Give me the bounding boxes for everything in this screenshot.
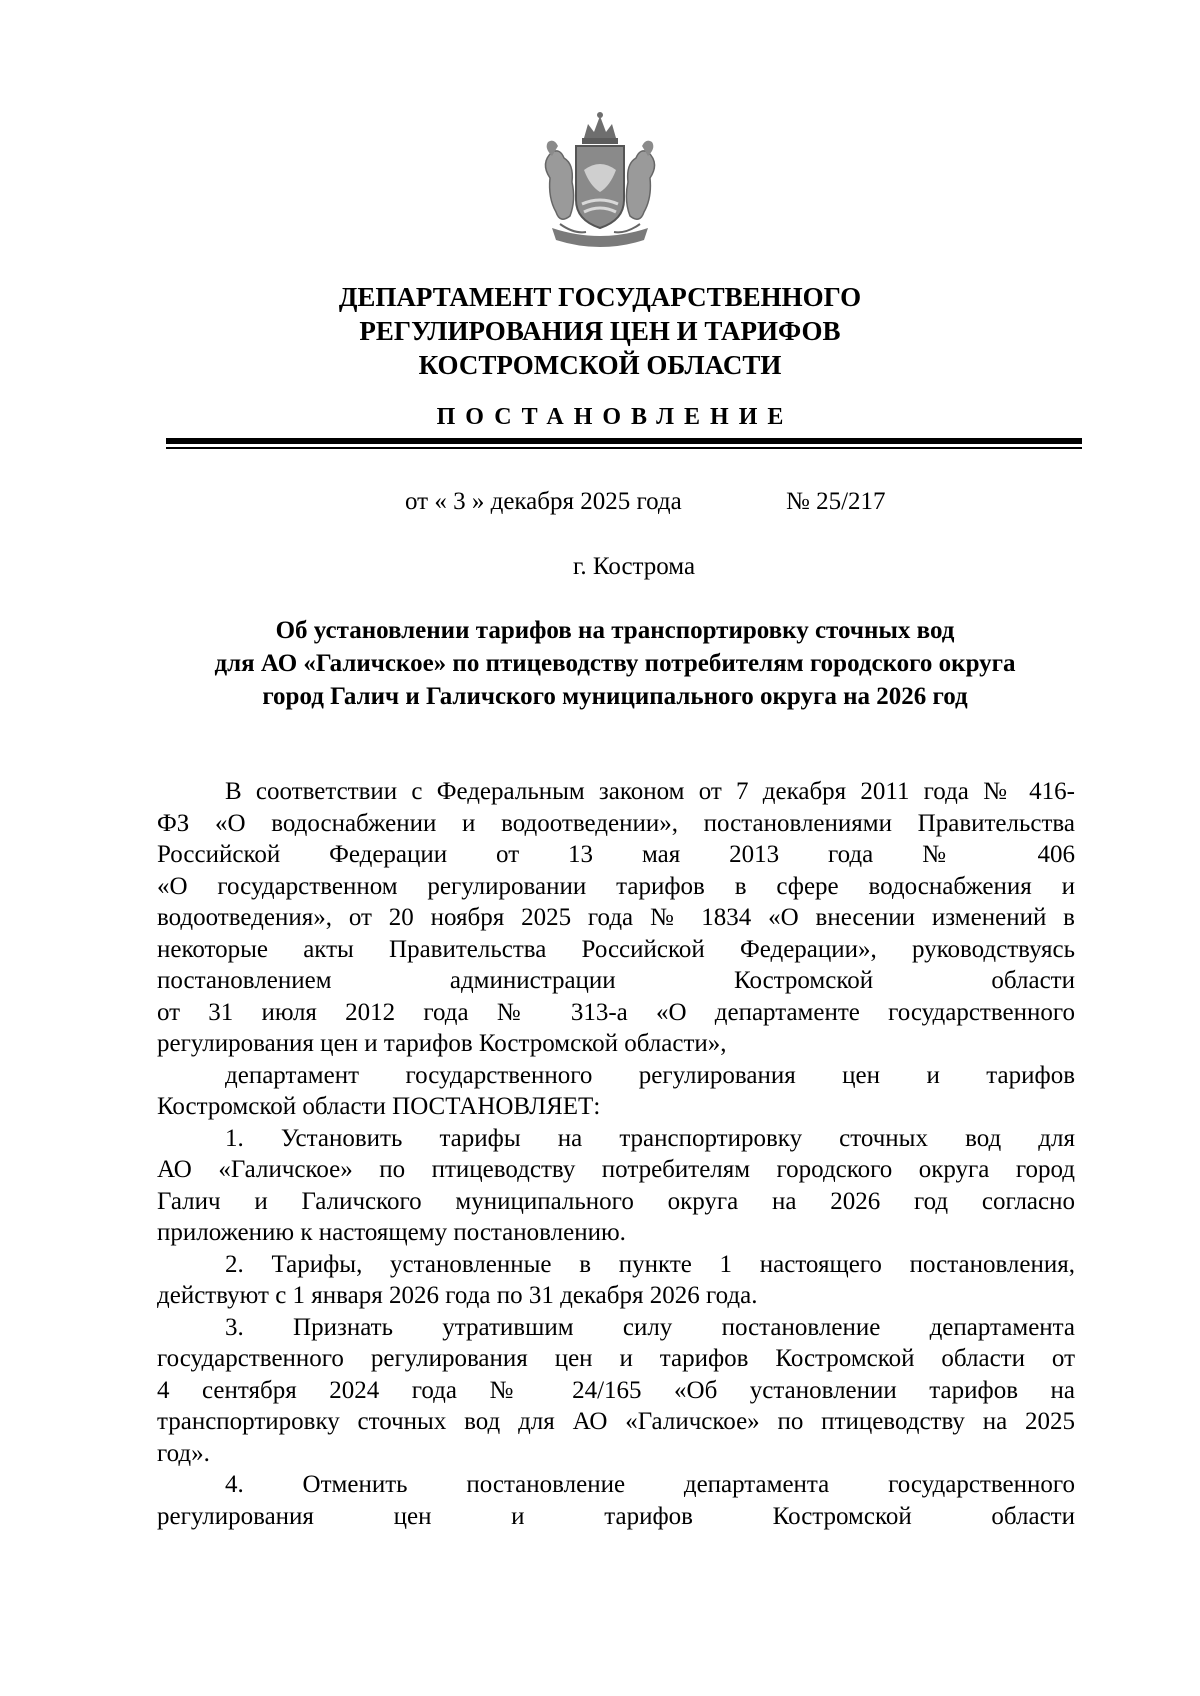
header-divider-thick [166,438,1082,444]
organization-name-line: ДЕПАРТАМЕНТ ГОСУДАРСТВЕННОГО [338,282,862,312]
document-title-line: для АО «Галичское» по птицеводству потребителям городского округа [214,650,1016,677]
header-divider-thin [166,447,1082,449]
body-line: 2. Тарифы, установленные в пункте 1 настоящего постановления, [225,1250,1075,1278]
body-line: АО «Галичское» по птицеводству потребителям городского округа город [157,1156,1075,1183]
body-line: 1. Установить тарифы на транспортировку сточных вод для [225,1124,1075,1152]
body-line: 4. Отменить постановление департамента государственного [225,1471,1075,1498]
body-line: государственного регулирования цен и тарифов Костромской области от [157,1345,1075,1372]
body-line: 4 сентября 2024 года № 24/165 «Об установлении тарифов на [157,1376,1075,1404]
document-title-line: Об установлении тарифов на транспортировку сточных вод [275,617,955,644]
organization-name [150,280,1050,382]
body-line: постановлением администрации Костромской области [157,967,1075,994]
body-line: 3. Признать утратившим силу постановление департамента [225,1313,1075,1341]
body-line: регулирования цен и тарифов Костромской области», [157,1030,727,1057]
document-title [150,614,1080,713]
document-number: № 25/217 [786,488,886,515]
body-line: Галич и Галичского муниципального округа на 2026 год согласно [157,1187,1075,1215]
document-title-line: город Галич и Галичского муниципального округа на 2026 год [262,683,968,710]
body-line: год». [157,1439,210,1467]
body-line: Костромской области ПОСТАНОВЛЯЕТ: [157,1093,601,1120]
body-line: В соответствии с Федеральным законом от 7 декабря 2011 года № 416- [225,778,1075,805]
body-line: транспортировку сточных вод для АО «Галичское» по птицеводству на 2025 [157,1408,1075,1435]
body-line: ФЗ «О водоснабжении и водоотведении», постановлениями Правительства [157,809,1075,837]
document-city: г. Кострома [572,553,696,580]
body-line: департамент государственного регулирования цен и тарифов [225,1061,1075,1089]
body-line: регулирования цен и тарифов Костромской области [157,1502,1075,1530]
body-line: приложению к настоящему постановлению. [157,1219,626,1246]
organization-name-line: КОСТРОМСКОЙ ОБЛАСТИ [418,350,782,380]
coat-of-arms-emblem [530,108,670,254]
document-date: от « 3 » декабря 2025 года [405,488,682,515]
organization-name-line: РЕГУЛИРОВАНИЯ ЦЕН И ТАРИФОВ [359,316,841,346]
body-line: «О государственном регулировании тарифов в сфере водоснабжения и [157,872,1075,900]
body-line: некоторые акты Правительства Российской Федерации», руководствуясь [157,935,1075,963]
document-type: ПОСТАНОВЛЕНИЕ [436,404,794,430]
document-body [157,776,1075,1532]
body-line: от 31 июля 2012 года № 313-а «О департаменте государственного [157,998,1075,1026]
body-line: водоотведения», от 20 ноября 2025 года № 1834 «О внесении изменений в [157,904,1075,931]
body-line: Российской Федерации от 13 мая 2013 года № 406 [157,841,1075,868]
body-line: действуют с 1 января 2026 года по 31 декабря 2026 года. [157,1282,758,1309]
